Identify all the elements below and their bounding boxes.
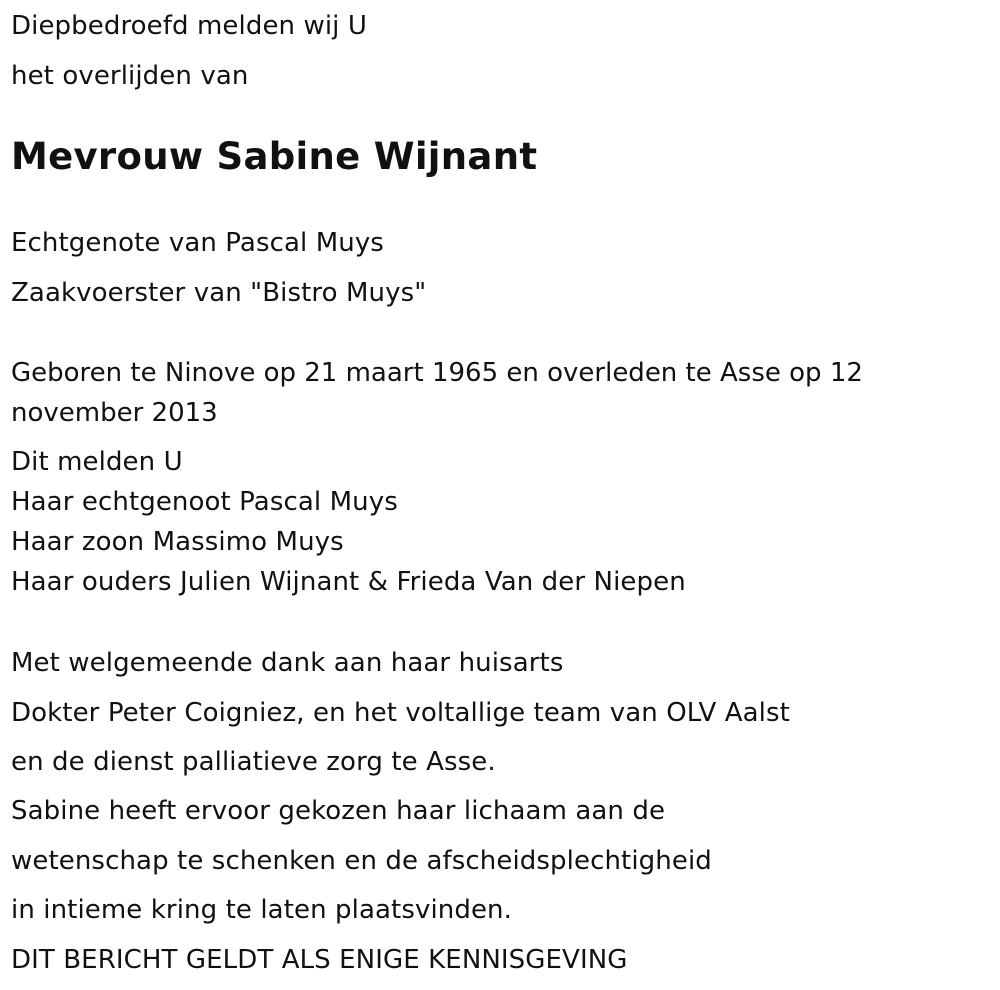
intro-line-2: het overlijden van <box>11 61 249 91</box>
wishes-line-1: Sabine heeft ervoor gekozen haar lichaam aan de <box>11 796 666 826</box>
family-member-son: Haar zoon Massimo Muys <box>11 527 344 557</box>
role-spouse: Echtgenote van Pascal Muys <box>11 228 384 258</box>
sole-notice-statement: DIT BERICHT GELDT ALS ENIGE KENNISGEVING <box>11 945 628 975</box>
wishes-line-3: in intieme kring te laten plaatsvinden. <box>11 895 512 925</box>
intro-line-1: Diepbedroefd melden wij U <box>11 11 367 41</box>
thanks-line-1: Met welgemeende dank aan haar huisarts <box>11 648 564 678</box>
thanks-line-2: Dokter Peter Coigniez, en het voltallige team van OLV Aalst <box>11 698 790 728</box>
thanks-line-3: en de dienst palliatieve zorg te Asse. <box>11 747 496 777</box>
role-business-manager: Zaakvoerster van "Bistro Muys" <box>11 278 427 308</box>
deceased-name-title: Mevrouw Sabine Wijnant <box>11 135 538 178</box>
family-member-parents: Haar ouders Julien Wijnant & Frieda Van der Niepen <box>11 567 686 597</box>
birth-death-details: Geboren te Ninove op 21 maart 1965 en overleden te Asse op 12 november 2013 <box>11 358 863 428</box>
wishes-line-2: wetenschap te schenken en de afscheidsplechtigheid <box>11 846 712 876</box>
family-member-spouse: Haar echtgenoot Pascal Muys <box>11 487 398 517</box>
announcers-heading: Dit melden U <box>11 447 183 477</box>
